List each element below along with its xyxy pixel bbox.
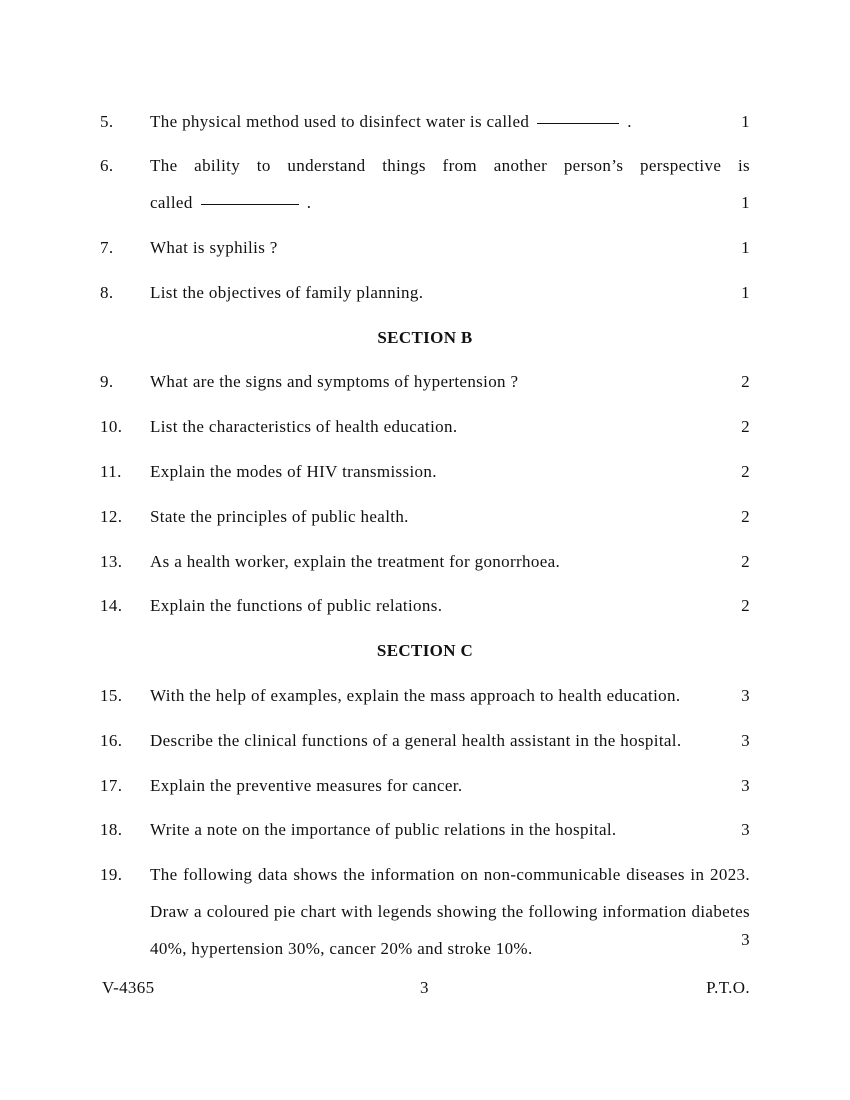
answer-blank	[201, 204, 299, 205]
question-text: The ability to understand things from another person’s perspective is	[150, 156, 750, 175]
question-number: 15.	[100, 686, 123, 705]
question-marks: 1	[741, 238, 750, 257]
question-text: The following data shows the information on non-communicable diseases in 2023. Draw a coloured pie chart with legends showing the following information diabetes 40%, hypertension 30%, cancer 20% and stroke 10%.	[150, 865, 750, 958]
question-text: Explain the functions of public relations.	[150, 596, 443, 615]
question-text: With the help of examples, explain the mass approach to health education.	[150, 686, 681, 705]
question-number: 5.	[100, 112, 114, 131]
question-text: As a health worker, explain the treatment for gonorrhoea.	[150, 552, 561, 571]
answer-blank	[537, 123, 619, 124]
question-marks: 2	[741, 507, 750, 526]
question-number: 17.	[100, 776, 123, 795]
question-marks: 3	[741, 776, 750, 795]
question-text	[150, 112, 735, 132]
question-number: 9.	[100, 372, 114, 391]
question-text: Explain the modes of HIV transmission.	[150, 462, 437, 481]
question-text-part: .	[627, 112, 632, 131]
question-marks: 2	[741, 596, 750, 615]
question-text-line2	[150, 193, 735, 213]
question-marks: 3	[741, 731, 750, 750]
question-number: 7.	[100, 238, 114, 257]
question-number: 13.	[100, 552, 123, 571]
question-marks: 2	[741, 462, 750, 481]
question-number: 12.	[100, 507, 123, 526]
section-c-heading: SECTION C	[376, 641, 474, 660]
question-text: Explain the preventive measures for cancer.	[150, 776, 463, 795]
question-text: List the characteristics of health education.	[150, 417, 458, 436]
question-text-part: called	[150, 193, 193, 212]
question-number: 6.	[100, 156, 114, 175]
question-text: Describe the clinical functions of a general health assistant in the hospital.	[150, 731, 682, 750]
question-number: 10.	[100, 417, 123, 436]
question-marks: 1	[741, 112, 750, 131]
question-marks: 1	[741, 193, 750, 212]
question-text: State the principles of public health.	[150, 507, 409, 526]
section-b-heading: SECTION B	[377, 328, 473, 347]
question-marks: 2	[741, 372, 750, 391]
question-text: What is syphilis ?	[150, 238, 278, 257]
question-marks: 3	[741, 686, 750, 705]
pto-label: P.T.O.	[706, 978, 750, 997]
question-text: What are the signs and symptoms of hypertension ?	[150, 372, 519, 391]
question-text: List the objectives of family planning.	[150, 283, 424, 302]
question-number: 11.	[100, 462, 122, 481]
question-text: Write a note on the importance of public relations in the hospital.	[150, 820, 617, 839]
paper-code: V-4365	[102, 978, 155, 997]
question-marks: 1	[741, 283, 750, 302]
question-number: 8.	[100, 283, 114, 302]
question-marks: 2	[741, 417, 750, 436]
question-marks: 3	[741, 820, 750, 839]
page-number: 3	[420, 978, 429, 997]
question-number: 14.	[100, 596, 123, 615]
question-marks: 3	[741, 930, 750, 949]
question-number: 18.	[100, 820, 123, 839]
question-text-part: The physical method used to disinfect water is called	[150, 112, 530, 131]
question-number: 16.	[100, 731, 123, 750]
question-text-part: .	[306, 193, 312, 212]
question-number: 19.	[100, 865, 123, 884]
question-marks: 2	[741, 552, 750, 571]
